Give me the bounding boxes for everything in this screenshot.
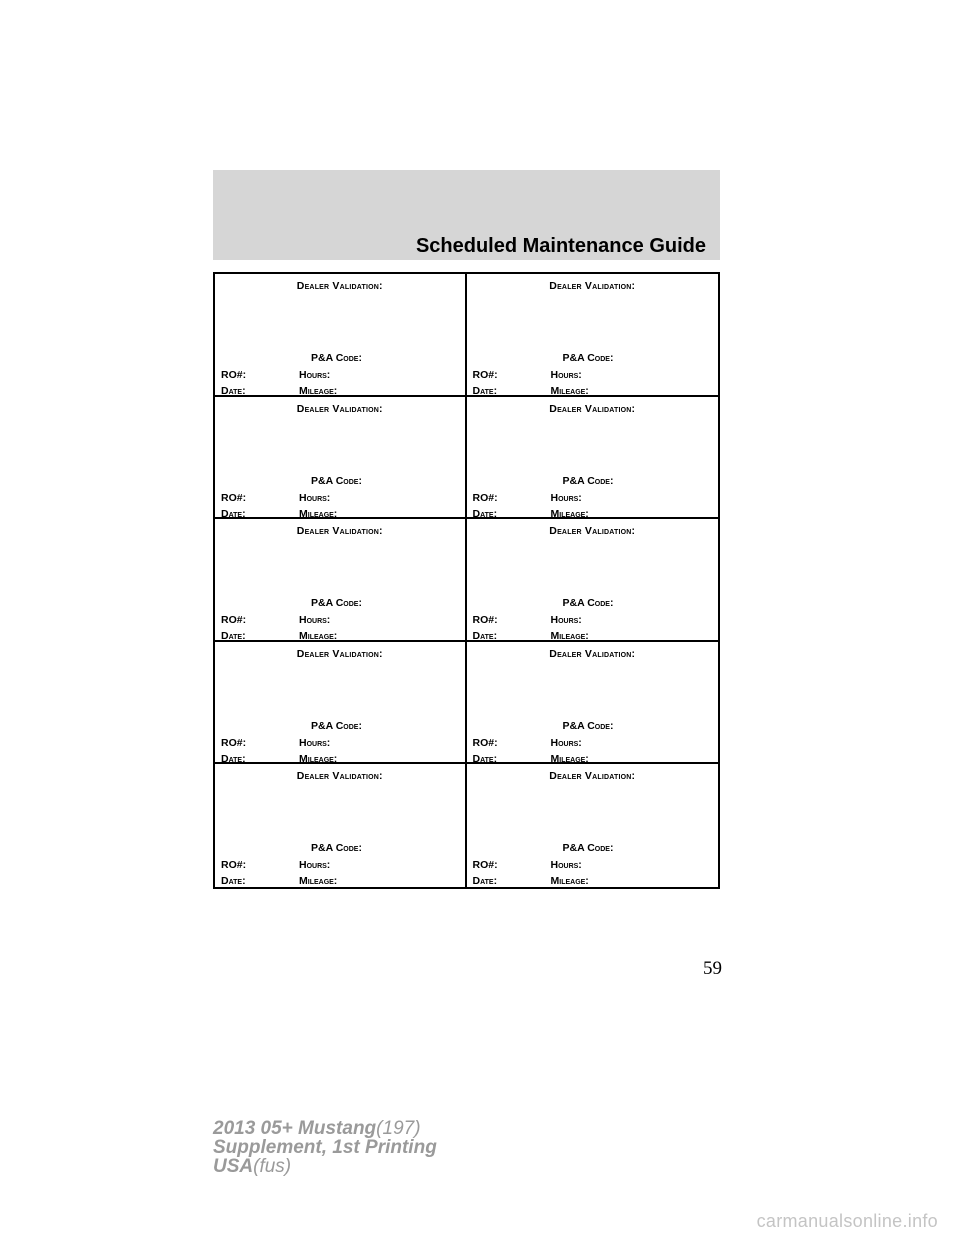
site-watermark: carmanualsonline.info [756,1211,938,1231]
pa-code-label: P&A Code: [562,352,614,364]
mileage-label: Mileage: [550,630,589,643]
pa-code-label: P&A Code: [562,719,614,732]
footer-line-printing [213,1138,437,1157]
pa-code-label: P&A Code: [311,474,362,487]
date-label: Date: [472,630,498,643]
dealer-validation-label: Dealer Validation: [549,525,636,538]
pa-code-label: P&A Code: [311,597,362,610]
mileage-label: Mileage: [550,752,589,765]
ro-label: RO#: [472,736,498,749]
validation-box [215,764,467,887]
pa-code-label: P&A Code: [311,842,362,855]
date-label: Date: [472,507,498,520]
date-label: Date: [221,385,246,397]
hours-label: Hours: [550,369,582,381]
footer-model: 2013 05+ Mustang [213,1118,377,1139]
ro-label: RO#: [221,614,247,627]
hours-label: Hours: [299,369,331,381]
validation-box [215,274,467,397]
dealer-validation-label: Dealer Validation: [296,770,383,783]
validation-box [467,642,719,765]
dealer-validation-label: Dealer Validation: [296,525,383,538]
hours-label: Hours: [299,736,331,749]
dealer-validation-label: Dealer Validation: [296,647,383,660]
pa-code-label: P&A Code: [562,474,614,487]
mileage-label: Mileage: [299,507,338,520]
dealer-validation-label: Dealer Validation: [296,280,383,292]
mileage-label: Mileage: [299,875,338,888]
dealer-validation-grid [213,272,720,889]
pa-code-label: P&A Code: [562,597,614,610]
date-label: Date: [221,875,246,888]
dealer-validation-label: Dealer Validation: [296,402,383,415]
ro-label: RO#: [472,614,498,627]
mileage-label: Mileage: [550,507,589,520]
pa-code-label: P&A Code: [562,842,614,855]
hours-label: Hours: [550,859,582,872]
dealer-validation-label: Dealer Validation: [549,770,636,783]
hours-label: Hours: [550,736,582,749]
validation-box [215,519,467,642]
footer-line-model [213,1119,437,1138]
hours-label: Hours: [299,491,331,504]
mileage-label: Mileage: [550,385,589,397]
pa-code-label: P&A Code: [311,719,362,732]
validation-box [215,642,467,765]
date-label: Date: [472,385,498,397]
section-title: Scheduled Maintenance Guide [415,235,706,257]
footer-market-code: (fus) [253,1156,292,1177]
dealer-validation-label: Dealer Validation: [549,402,636,415]
mileage-label: Mileage: [299,752,338,765]
hours-label: Hours: [550,614,582,627]
date-label: Date: [472,875,498,888]
ro-label: RO#: [221,369,247,381]
footer-line-market [213,1157,437,1176]
ro-label: RO#: [472,491,498,504]
page-number: 59 [703,958,722,979]
pa-code-label: P&A Code: [311,352,362,364]
date-label: Date: [472,752,498,765]
validation-box [467,519,719,642]
date-label: Date: [221,507,246,520]
ro-label: RO#: [472,859,498,872]
dealer-validation-label: Dealer Validation: [549,647,636,660]
print-footer [213,1119,437,1176]
hours-label: Hours: [299,614,331,627]
ro-label: RO#: [221,491,247,504]
footer-market: USA [213,1156,254,1177]
validation-box [467,274,719,397]
hours-label: Hours: [550,491,582,504]
footer-printing: Supplement, 1st Printing [213,1137,437,1158]
ro-label: RO#: [472,369,498,381]
validation-box [215,397,467,520]
hours-label: Hours: [299,859,331,872]
mileage-label: Mileage: [299,630,338,643]
mileage-label: Mileage: [550,875,589,888]
mileage-label: Mileage: [299,385,338,397]
validation-box [467,764,719,887]
ro-label: RO#: [221,736,247,749]
section-header-band [213,170,720,260]
ro-label: RO#: [221,859,247,872]
dealer-validation-label: Dealer Validation: [549,280,636,292]
footer-model-code: (197) [376,1118,421,1139]
date-label: Date: [221,752,246,765]
validation-box [467,397,719,520]
date-label: Date: [221,630,246,643]
